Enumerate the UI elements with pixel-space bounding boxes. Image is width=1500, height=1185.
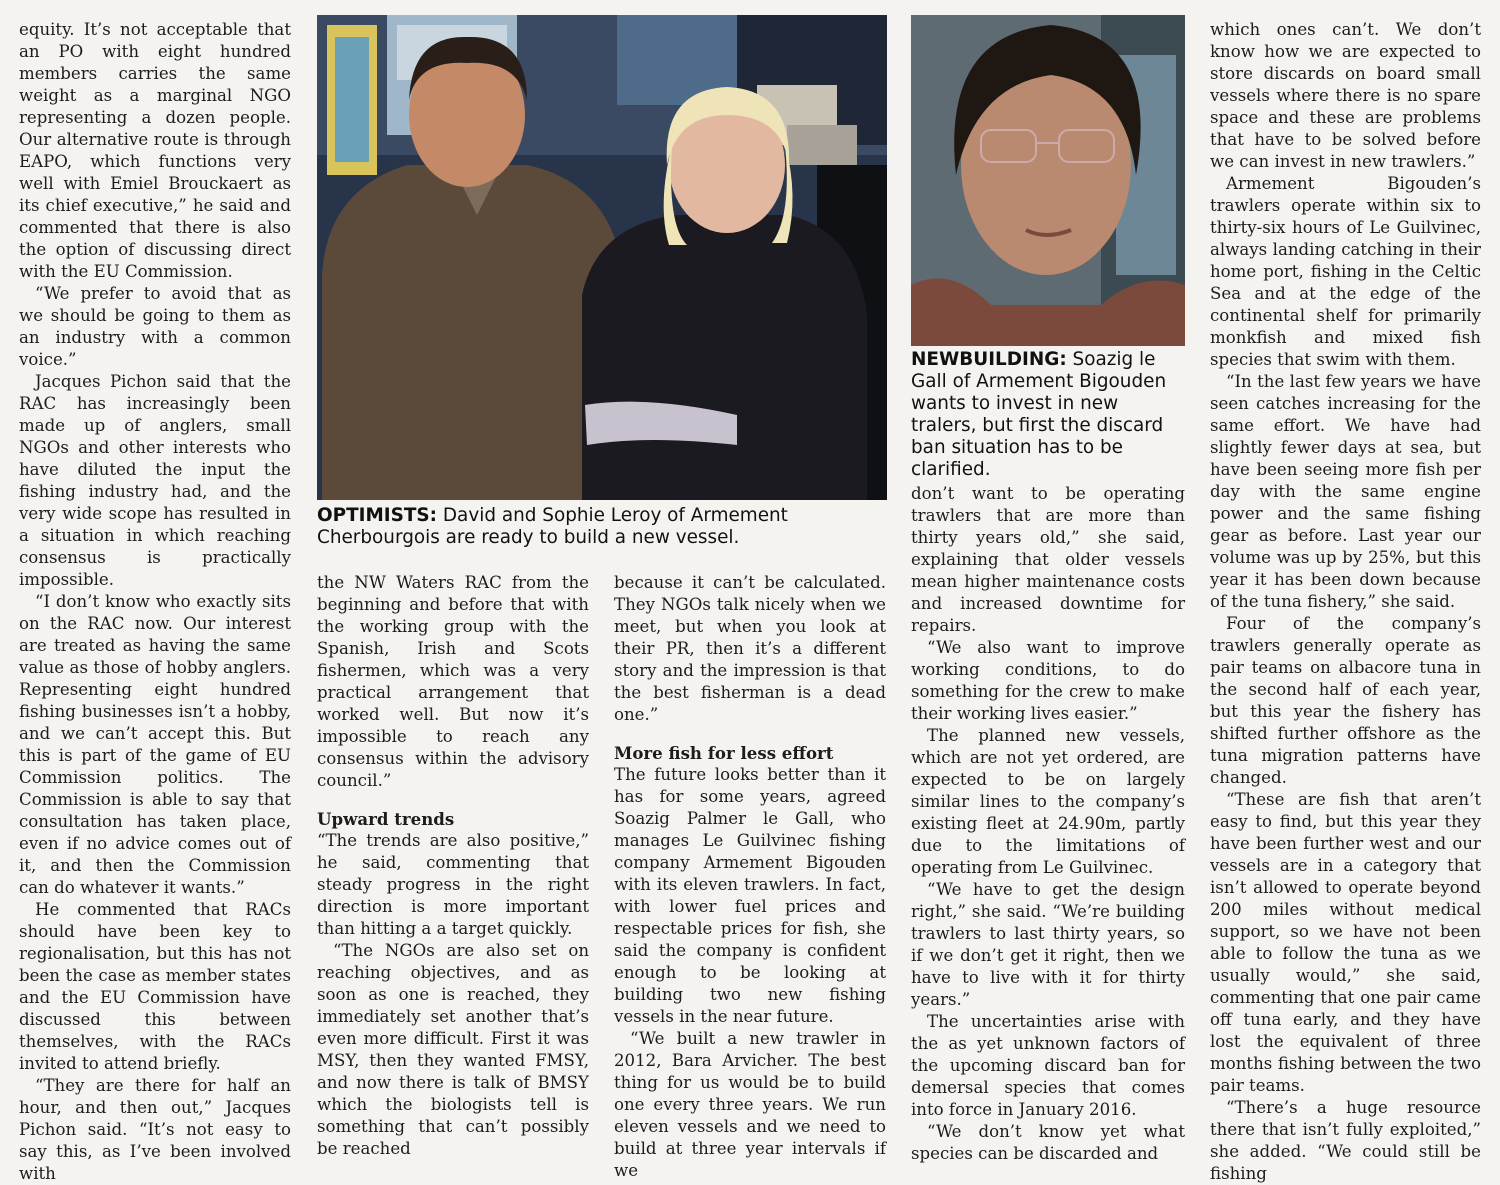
paragraph: The uncertainties arise with the as yet unknown factors of the upcoming discard ban for demersal species that comes into force in January 2016. — [911, 1012, 1185, 1119]
paragraph: don’t want to be operating trawlers that are more than thirty years old,” she said, explaining that older vessels mean higher maintenance costs and increased downtime for repairs. — [911, 484, 1185, 635]
caption-text: Soazig le Gall of Armement Bigouden wants to invest in new tralers, but first the discard ban situation has to be clarified. — [911, 349, 1167, 480]
paragraph: “There’s a huge resource there that isn’t fully exploited,” she added. “We could still be fishing — [1210, 1098, 1481, 1183]
caption-text: David and Sophie Leroy of Armement Cherbourgois are ready to build a new vessel. — [317, 505, 788, 548]
optimists-photo-image — [317, 15, 887, 500]
paragraph: because it can’t be calculated. They NGOs talk nicely when we meet, but when you look at their PR, then it’s a different story and the impression is that the best fisherman is a dead one.” — [614, 573, 886, 724]
paragraph: “They are there for half an hour, and then out,” Jacques Pichon said. “It’s not easy to say this, as I’ve been involved with — [19, 1076, 291, 1183]
paragraph: Four of the company’s trawlers generally operate as pair teams on albacore tuna in the second half of each year, but this year the fishery has shifted further offshore as the tuna migration patterns have changed. — [1210, 614, 1481, 787]
article-column-2 — [317, 572, 589, 1160]
paragraph: He commented that RACs should have been key to regionalisation, but this has not been the case as member states and the EU Commission have discussed this between themselves, with the RACs invited to attend briefly. — [19, 900, 291, 1073]
paragraph: The future looks better than it has for some years, agreed Soazig Palmer le Gall, who manages Le Guilvinec fishing company Armement Bigouden with its eleven trawlers. In fact, with lower fuel prices and respectable prices for fish, she said the company is confident enough to be looking at building two new fishing vessels in the near future. — [614, 765, 886, 1026]
paragraph: “The trends are also positive,” he said, commenting that steady progress in the right direction is more important than hitting a a target quickly. — [317, 831, 589, 938]
paragraph: “We built a new trawler in 2012, Bara Arvicher. The best thing for us would be to build one every three years. We run eleven vessels and we need to build at three year intervals if we — [614, 1029, 886, 1180]
paragraph: equity. It’s not acceptable that an PO with eight hundred members carries the same weight as a marginal NGO representing a dozen people. Our alternative route is through EAPO, which functions very well with Emiel Brouckaert as its chief executive,” he said and commented that there is also the option of discussing direct with the EU Commission. — [19, 20, 291, 281]
paragraph: Armement Bigouden’s trawlers operate within six to thirty-six hours of Le Guilvinec, always landing catching in their home port, fishing in the Celtic Sea and at the edge of the continental shelf for primarily monkfish and mixed fish species that swim with them. — [1210, 174, 1481, 369]
paragraph: “We also want to improve working conditions, to do something for the crew to make their working lives easier.” — [911, 638, 1185, 723]
article-column-5 — [1210, 19, 1481, 1185]
article-column-4 — [911, 483, 1185, 1165]
subheading-upward-trends: Upward trends — [317, 809, 455, 829]
paragraph: “These are fish that aren’t easy to find, but this year they have been further west and our vessels are in a category that isn’t allowed to operate beyond 200 miles without medical support, so we have not been able to follow the tuna as we usually would,” she said, commenting that one pair came off tuna early, and they have lost the equivalent of three months fishing between the two pair teams. — [1210, 790, 1481, 1095]
paragraph: “I don’t know who exactly sits on the RAC now. Our interest are treated as having the same value as those of hobby anglers. Representing eight hundred fishing businesses isn’t a hobby, and we can’t accept this. But this is part of the game of EU Commission politics. The Commission is able to say that consultation has taken place, even if no advice comes out of it, and then the Commission can do whatever it wants.” — [19, 592, 291, 897]
caption-lead: NEWBUILDING: — [911, 349, 1067, 370]
caption-lead: OPTIMISTS: — [317, 505, 438, 526]
paragraph: “We don’t know yet what species can be discarded and — [911, 1122, 1185, 1163]
paragraph: “We have to get the design right,” she said. “We’re building trawlers to last thirty years, so if we don’t get it right, then we have to live with it for thirty years.” — [911, 880, 1185, 1009]
paragraph: “The NGOs are also set on reaching objectives, and as soon as one is reached, they immediately set another that’s even more difficult. First it was MSY, then they wanted FMSY, and now there is talk of BMSY which the biologists tell is something that can’t possibly be reached — [317, 941, 589, 1158]
paragraph: the NW Waters RAC from the beginning and before that with the working group with the Spanish, Irish and Scots fishermen, which was a very practical arrangement that worked well. But now it’s impossible to reach any consensus within the advisory council.” — [317, 573, 589, 790]
newbuilding-caption — [911, 349, 1189, 481]
optimists-caption — [317, 505, 887, 549]
paragraph: “In the last few years we have seen catches increasing for the same effort. We have had slightly fewer days at sea, but have been seeing more fish per day with the same engine power and the same fishing gear as before. Last year our volume was up by 25%, but this year it has been down because of the tuna fishery,” she said. — [1210, 372, 1481, 611]
optimists-photo — [317, 15, 887, 500]
article-column-3 — [614, 572, 886, 1182]
newbuilding-photo-image — [911, 15, 1185, 346]
paragraph: which ones can’t. We don’t know how we are expected to store discards on board small vessels where there is no spare space and these are problems that have to be solved before we can invest in new trawlers.” — [1210, 20, 1481, 171]
subheading-more-fish: More fish for less effort — [614, 743, 834, 763]
paragraph: Jacques Pichon said that the RAC has increasingly been made up of anglers, small NGOs and other interests who have diluted the input the fishing industry had, and the very wide scope has resulted in a situation in which reaching consensus is practically impossible. — [19, 372, 291, 589]
paragraph: The planned new vessels, which are not yet ordered, are expected to be on largely similar lines to the company’s existing fleet at 24.90m, partly due to the limitations of operating from Le Guilvinec. — [911, 726, 1185, 877]
article-column-1 — [19, 19, 291, 1185]
paragraph: “We prefer to avoid that as we should be going to them as an industry with a common voice.” — [19, 284, 291, 369]
newbuilding-photo — [911, 15, 1185, 346]
